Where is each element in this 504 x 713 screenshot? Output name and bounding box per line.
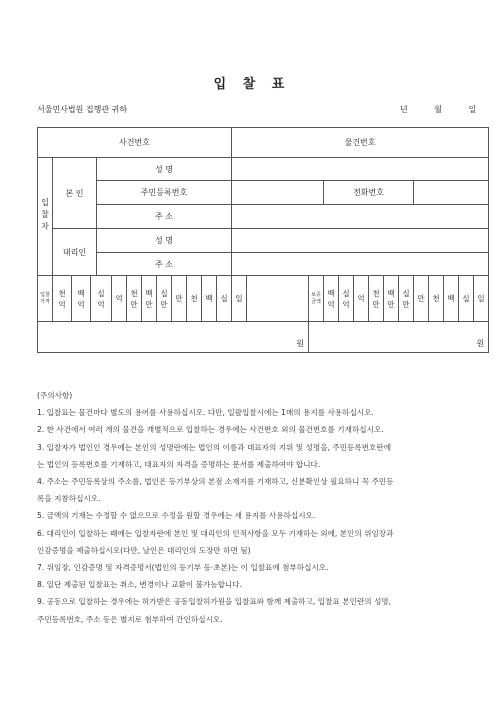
price-digit: 천 억 <box>53 276 72 322</box>
agent-address-label: 주 소 <box>97 253 232 276</box>
deposit-digit: 백 만 <box>384 276 399 322</box>
price-digit: 만 <box>172 276 187 322</box>
price-digit: 십 <box>217 276 232 322</box>
price-digit: 일 <box>232 276 247 322</box>
deposit-digit: 천 <box>429 276 444 322</box>
price-digit: 천 만 <box>127 276 142 322</box>
agent-address-field[interactable] <box>232 253 489 276</box>
agent-label: 대리인 <box>53 229 97 276</box>
bid-form-table <box>37 127 489 353</box>
note-line: 주민등록번호, 주소 등은 별지로 첨부하여 간인하십시오. <box>37 614 223 624</box>
agent-name-label: 성 명 <box>97 229 232 253</box>
principal-address-label: 주 소 <box>97 205 232 229</box>
note-line: 2. 한 사건에서 여러 개의 물건을 개별적으로 입찰하는 경우에는 사건번호 외의 물건번호를 기재하십시오. <box>37 425 384 435</box>
deposit-digit: 십 억 <box>339 276 354 322</box>
note-line: 는 법인의 등록번호를 기재하고, 대표자의 자격을 증명하는 문서를 제출하여야 합니다. <box>37 459 321 469</box>
case-number-field[interactable] <box>38 128 232 158</box>
note-line: 9. 공동으로 입찰하는 경우에는 허가받은 공동입찰허가원을 입찰표와 함께 제출하고, 입찰표 본인란의 성명, <box>37 597 392 607</box>
note-line: 록을 지참하십시오. <box>37 494 101 504</box>
price-digit: 백 만 <box>142 276 157 322</box>
note-line: 7. 위임장, 인감증명 및 자격증명서(법인의 등기부 등·초본)는 이 입찰표에 첨부하십시오. <box>37 563 329 573</box>
case-number-label: 사건번호 <box>119 138 150 147</box>
court-addressee: 서울민사법원 집행관 귀하 <box>37 105 128 114</box>
price-digit: 백 <box>202 276 217 322</box>
deposit-unit: 원 <box>476 339 485 348</box>
item-number-field[interactable] <box>232 128 489 158</box>
principal-phone-label: 전화번호 <box>324 181 414 205</box>
deposit-digit: 십 <box>459 276 474 322</box>
price-digit: 백 억 <box>72 276 91 322</box>
principal-phone-field[interactable] <box>414 181 489 205</box>
note-line: 인감증명을 제출하십시오(다만, 날인은 대리인의 도장만 하면 됨) <box>37 545 251 555</box>
bidder-label: 입찰자 <box>38 158 53 276</box>
agent-name-field[interactable] <box>232 229 489 253</box>
deposit-digit: 백 <box>444 276 459 322</box>
principal-address-field[interactable] <box>232 205 489 229</box>
deposit-label: 보증금액 <box>309 276 324 322</box>
note-line: 4. 주소는 주민등록상의 주소를, 법인은 등기부상의 본점 소재지를 기재하고, 신분확인상 필요하니 꼭 주민등 <box>37 477 394 487</box>
notes-heading: (주의사항) <box>37 391 73 400</box>
principal-resident-no-label: 주민등록번호 <box>97 181 232 205</box>
principal-label: 본 인 <box>53 158 97 229</box>
note-line: 8. 일단 제출된 입찰표는 취소, 변경이나 교환이 불가능합니다. <box>37 580 243 590</box>
date-field[interactable]: 년 월 일 <box>400 105 477 114</box>
note-line: 6. 대리인이 입찰하는 때에는 입찰자란에 본인 및 대리인의 인적사항을 모두 기재하는 외에, 본인의 위임장과 <box>37 528 394 538</box>
deposit-digit: 천 만 <box>369 276 384 322</box>
digit-header-row <box>38 276 489 322</box>
deposit-digit: 백 억 <box>324 276 339 322</box>
note-line: 1. 입찰표는 물건마다 별도의 용어를 사용하십시오. 다만, 일괄입찰시에는 1매의 용지를 사용하십시오. <box>37 408 374 418</box>
principal-name-field[interactable] <box>232 158 489 181</box>
amount-row <box>38 322 489 353</box>
deposit-digit: 십 만 <box>399 276 414 322</box>
deposit-field[interactable] <box>309 322 489 353</box>
price-digit: 십 만 <box>157 276 172 322</box>
price-digit: 억 <box>112 276 127 322</box>
deposit-digit: 억 <box>354 276 369 322</box>
principal-name-label: 성 명 <box>97 158 232 181</box>
note-line: 3. 입찰자가 법인인 경우에는 본인의 성명란에는 법인의 이름과 대표자의 지위 및 성명을, 주민등록번호란에 <box>37 442 392 452</box>
bid-price-unit: 원 <box>296 339 305 348</box>
deposit-digit: 일 <box>474 276 489 322</box>
principal-resident-no-field[interactable] <box>232 181 324 205</box>
item-number-label: 물건번호 <box>344 138 376 147</box>
deposit-digit: 만 <box>414 276 429 322</box>
price-digit: 천 <box>187 276 202 322</box>
bid-price-field[interactable] <box>38 322 309 353</box>
price-digit: 십 억 <box>91 276 112 322</box>
note-line: 5. 금액의 기재는 수정할 수 없으므로 수정을 원할 경우에는 새 용지를 사용하십시오. <box>37 511 316 521</box>
notes-section <box>37 387 477 628</box>
form-title: 입 찰 표 <box>213 77 291 92</box>
price-spacer <box>247 276 309 322</box>
bid-price-label: 입찰가격 <box>38 276 53 322</box>
